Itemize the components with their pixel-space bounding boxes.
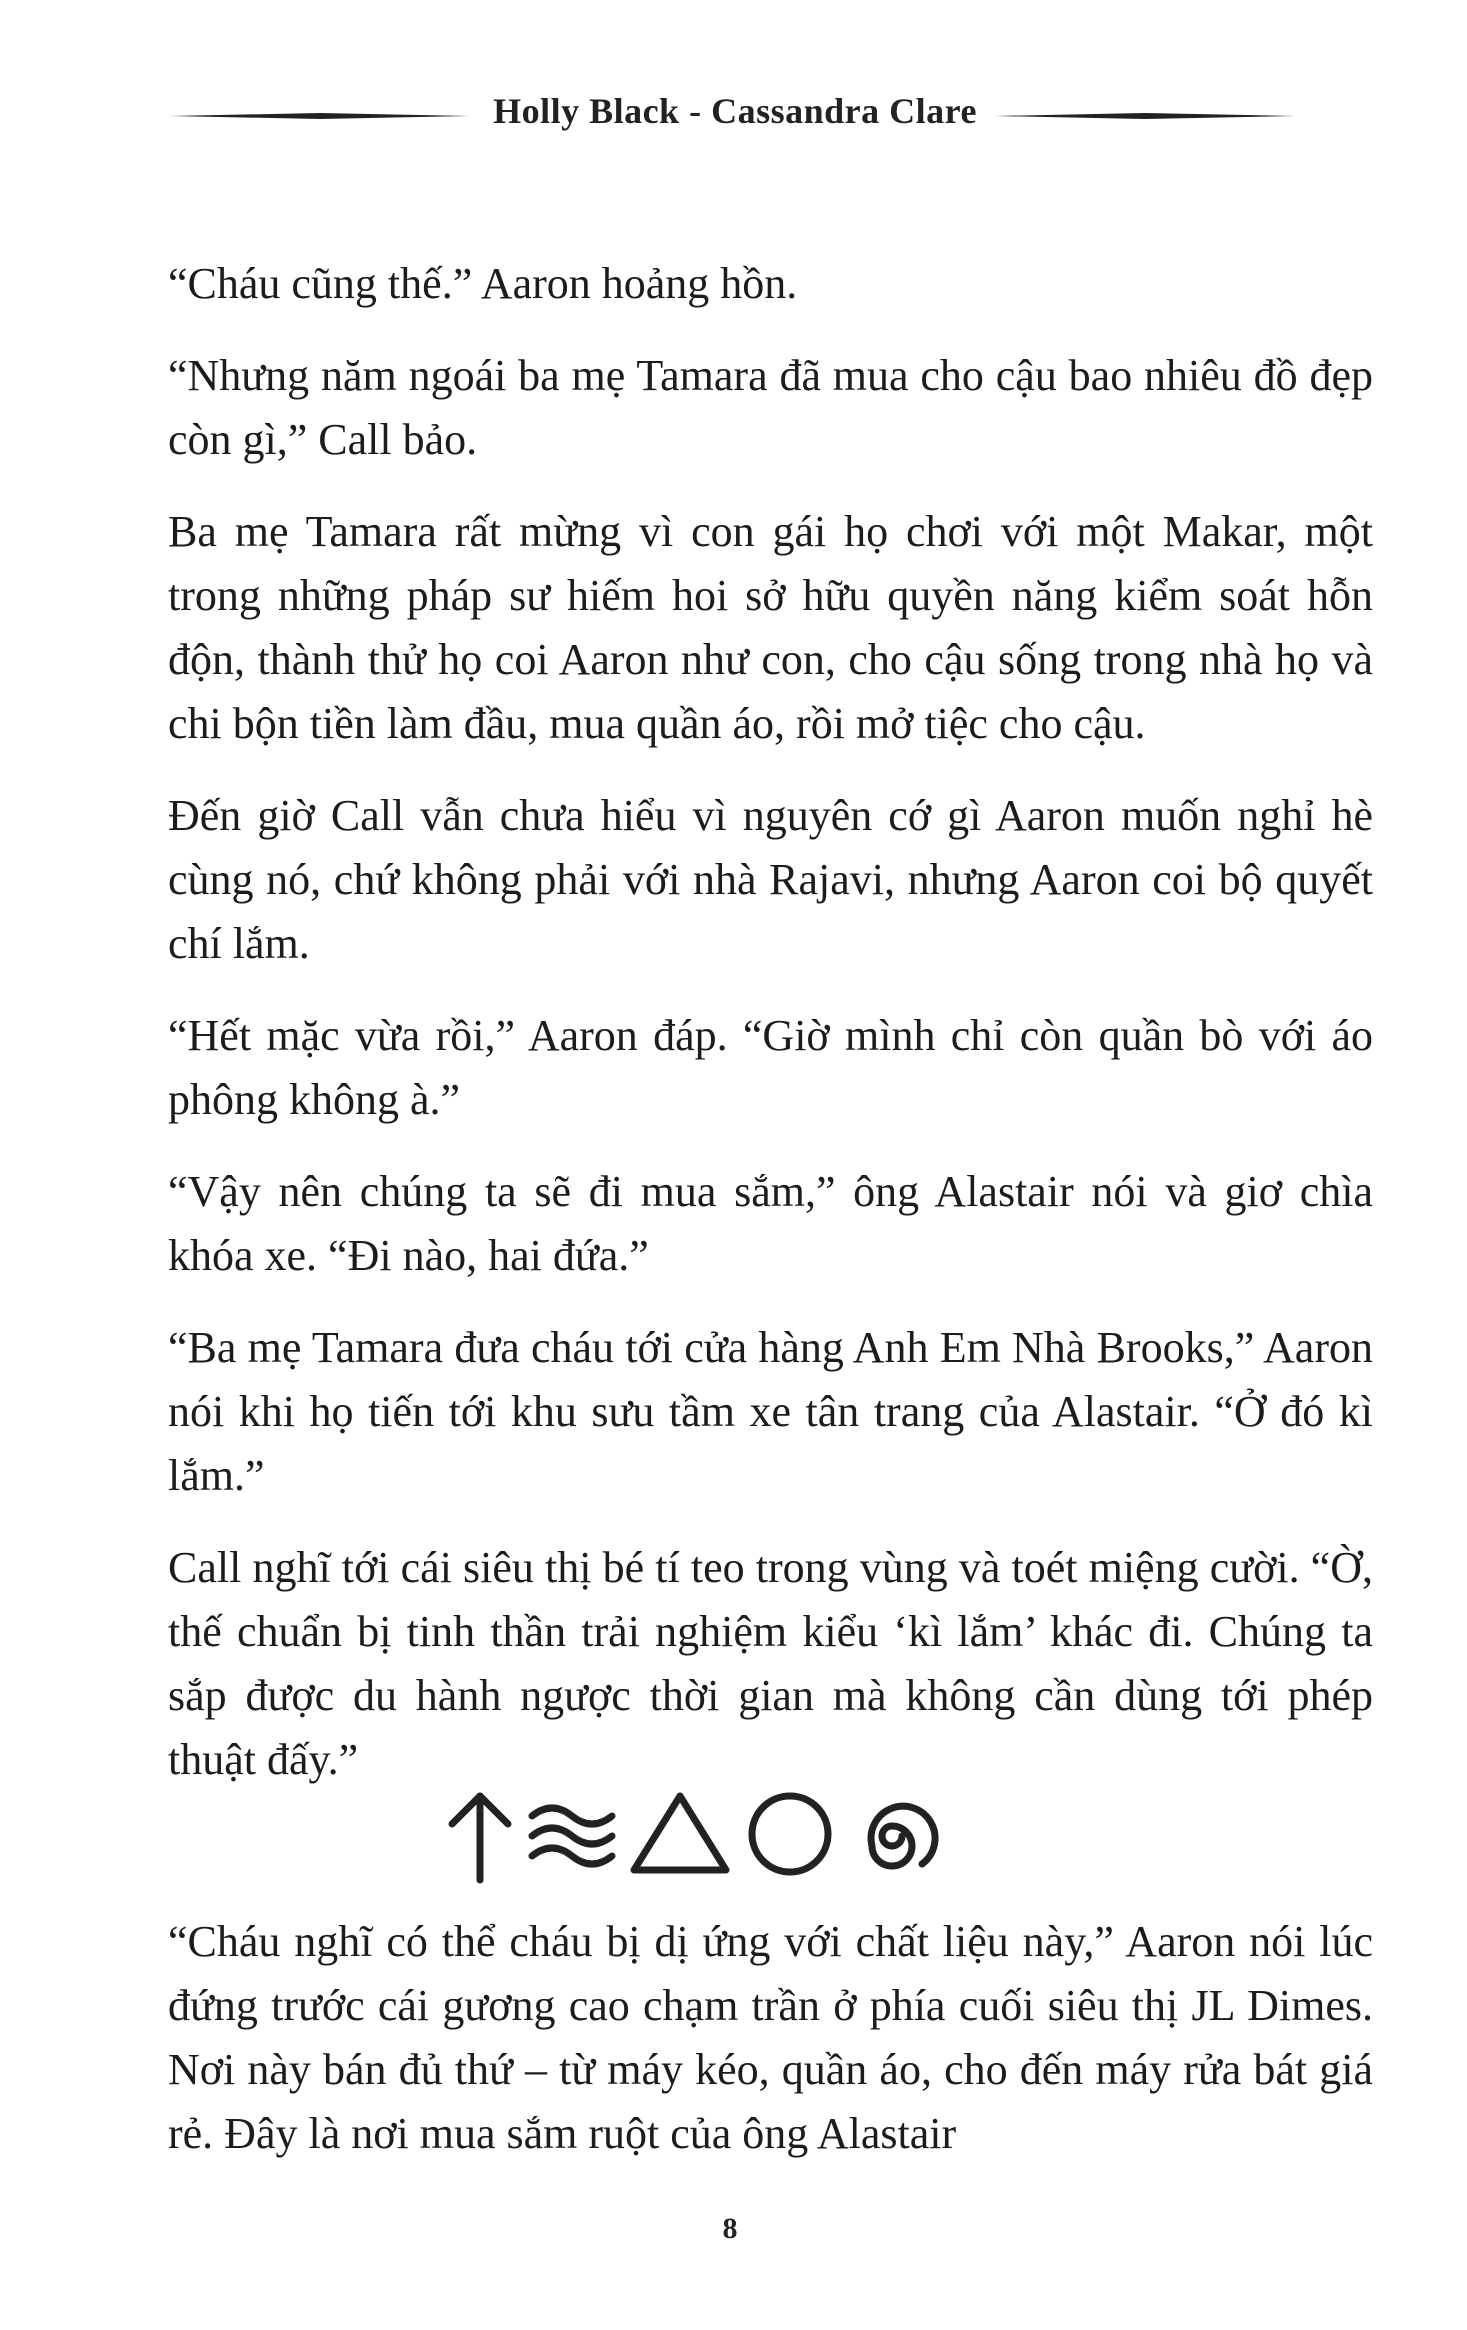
paragraph: “Nhưng năm ngoái ba mẹ Tamara đã mua cho cậu bao nhiêu đồ đẹp còn gì,” Call bảo.	[168, 351, 1373, 464]
triangle-icon	[634, 1796, 726, 1870]
paragraph: Ba mẹ Tamara rất mừng vì con gái họ chơi với một Makar, một trong những pháp sư hiếm hoi sở hữu quyền năng kiểm soát hỗn độn, thành thử họ coi Aaron như con, cho cậu sống trong nhà họ và chi bộn tiền làm đầu, mua quần áo, rồi mở tiệc cho cậu.	[168, 507, 1373, 748]
running-header	[170, 84, 1300, 144]
body-text-bottom	[168, 1910, 1373, 2194]
paragraph: “Cháu nghĩ có thể cháu bị dị ứng với chất liệu này,” Aaron nói lúc đứng trước cái gương cao chạm trần ở phía cuối siêu thị JL Dimes. Nơi này bán đủ thứ – từ máy kéo, quần áo, cho đến máy rửa bát giá rẻ. Đây là nơi mua sắm ruột của ông Alastair	[168, 1917, 1373, 2158]
paragraph: “Vậy nên chúng ta sẽ đi mua sắm,” ông Alastair nói và giơ chìa khóa xe. “Đi nào, hai đứa.”	[168, 1167, 1373, 1280]
section-break-ornament	[440, 1778, 1020, 1888]
paragraph: Đến giờ Call vẫn chưa hiểu vì nguyên cớ gì Aaron muốn nghỉ hè cùng nó, chứ không phải với nhà Rajavi, nhưng Aaron coi bộ quyết chí lắm.	[168, 791, 1373, 968]
spiral-icon	[871, 1806, 935, 1866]
up-arrow-icon	[452, 1796, 508, 1880]
paragraph: Call nghĩ tới cái siêu thị bé tí teo trong vùng và toét miệng cười. “Ờ, thế chuẩn bị tinh thần trải nghiệm kiểu ‘kì lắm’ khác đi. Chúng ta sắp được du hành ngược thời gian mà không cần dùng tới phép thuật đấy.”	[168, 1543, 1373, 1784]
circle-icon	[752, 1796, 828, 1872]
paragraph: “Ba mẹ Tamara đưa cháu tới cửa hàng Anh Em Nhà Brooks,” Aaron nói khi họ tiến tới khu sưu tầm xe tân trang của Alastair. “Ở đó kì lắm.”	[168, 1323, 1373, 1500]
header-rule-left	[170, 112, 470, 120]
body-text-top	[168, 252, 1373, 1820]
header-rule-right	[995, 112, 1295, 120]
header-title: Holly Black - Cassandra Clare	[493, 91, 977, 131]
paragraph: “Cháu cũng thế.” Aaron hoảng hồn.	[168, 259, 798, 308]
air-waves-icon	[532, 1808, 612, 1864]
page-number: 8	[722, 2212, 738, 2245]
paragraph: “Hết mặc vừa rồi,” Aaron đáp. “Giờ mình chỉ còn quần bò với áo phông không à.”	[168, 1011, 1373, 1124]
